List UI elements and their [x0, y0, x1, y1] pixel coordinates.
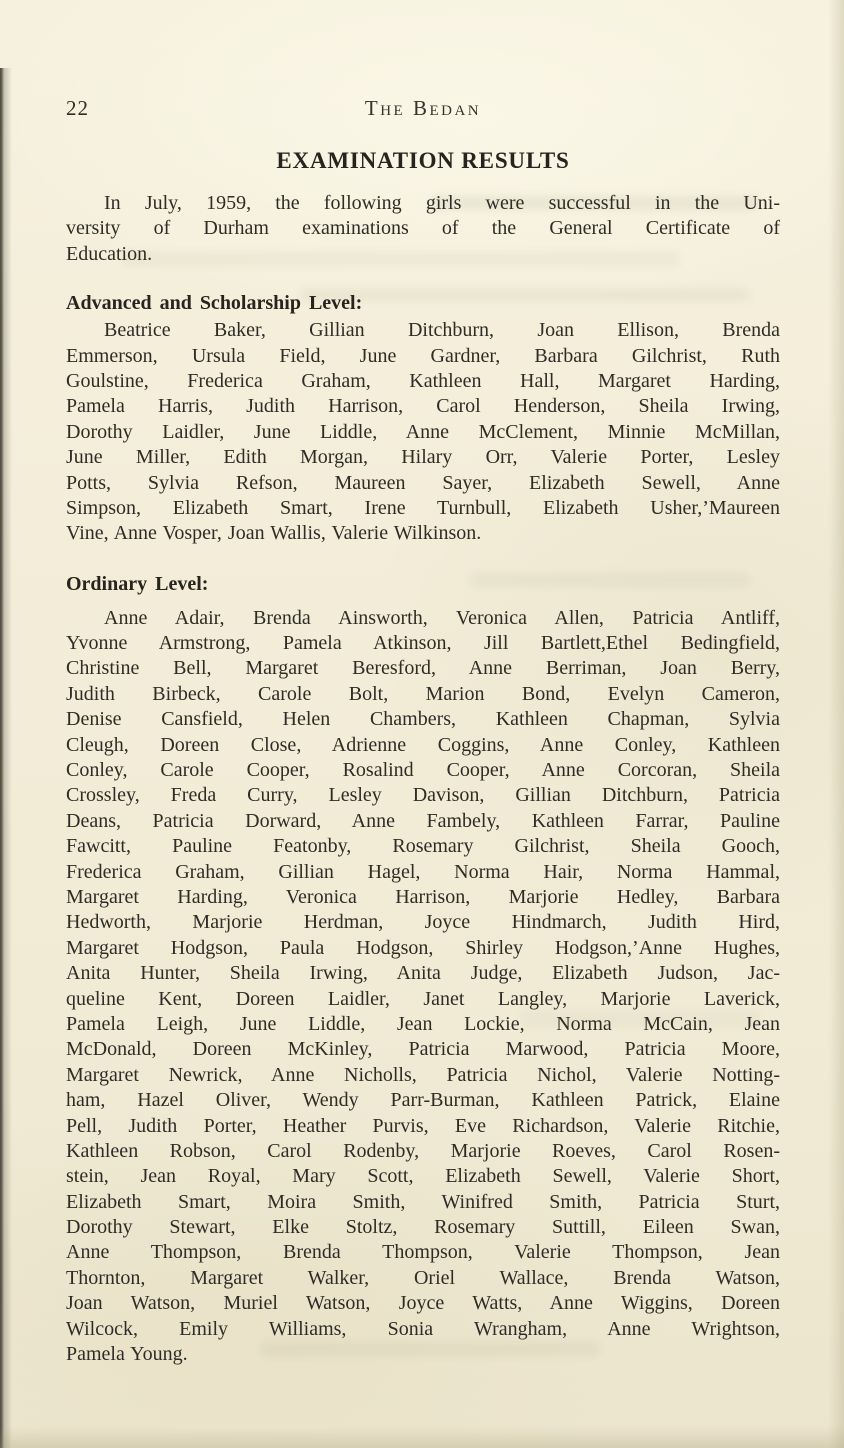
- text-line: Dorothy Stewart, Elke Stoltz, Rosemary Suttill, Eileen Swan,: [66, 1216, 780, 1239]
- journal-title: The Bedan: [364, 96, 482, 120]
- text-block: [66, 0, 780, 1367]
- text-line: Anne Adair, Brenda Ainsworth, Veronica Allen, Patricia Antliff,: [104, 606, 780, 629]
- text-line: Kathleen Robson, Carol Rodenby, Marjorie Roeves, Carol Rosen-: [66, 1139, 780, 1162]
- text-line: Anita Hunter, Sheila Irwing, Anita Judge, Elizabeth Judson, Jac-: [66, 962, 780, 985]
- text-line: Vine, Anne Vosper, Joan Wallis, Valerie Wilkinson.: [66, 522, 482, 545]
- section-heading-ordinary: Ordinary Level:: [66, 572, 209, 595]
- text-line: Wilcock, Emily Williams, Sonia Wrangham, Anne Wrightson,: [66, 1317, 780, 1340]
- text-line: Beatrice Baker, Gillian Ditchburn, Joan Ellison, Brenda: [104, 319, 780, 342]
- section-heading-advanced: Advanced and Scholarship Level:: [66, 292, 363, 315]
- text-line: Margaret Harding, Veronica Harrison, Marjorie Hedley, Barbara: [66, 885, 780, 908]
- text-line: June Miller, Edith Morgan, Hilary Orr, Valerie Porter, Lesley: [66, 446, 780, 469]
- text-line: Crossley, Freda Curry, Lesley Davison, Gillian Ditchburn, Patricia: [66, 784, 780, 807]
- scan-edge-shadow-right: [828, 0, 844, 1448]
- page-number: 22: [66, 96, 89, 120]
- article-title: EXAMINATION RESULTS: [276, 148, 570, 173]
- text-line: Goulstine, Frederica Graham, Kathleen Hall, Margaret Harding,: [66, 369, 780, 392]
- text-line: Joan Watson, Muriel Watson, Joyce Watts, Anne Wiggins, Doreen: [66, 1292, 780, 1315]
- text-line: Margaret Newrick, Anne Nicholls, Patricia Nichol, Valerie Notting-: [66, 1063, 780, 1086]
- text-line: Denise Cansfield, Helen Chambers, Kathleen Chapman, Sylvia: [66, 708, 780, 731]
- text-line: Dorothy Laidler, June Liddle, Anne McClement, Minnie McMillan,: [66, 420, 780, 443]
- scan-edge-shadow-left: [0, 68, 12, 1448]
- text-line: McDonald, Doreen McKinley, Patricia Marwood, Patricia Moore,: [66, 1038, 780, 1061]
- ordinary-names-paragraph: [66, 606, 780, 1368]
- text-line: Emmerson, Ursula Field, June Gardner, Barbara Gilchrist, Ruth: [66, 344, 780, 367]
- text-line: Pamela Harris, Judith Harrison, Carol Henderson, Sheila Irwing,: [66, 395, 780, 418]
- text-line: Simpson, Elizabeth Smart, Irene Turnbull, Elizabeth Usher,’Maureen: [66, 496, 780, 519]
- text-line: Margaret Hodgson, Paula Hodgson, Shirley Hodgson,’Anne Hughes,: [66, 936, 780, 959]
- text-line: queline Kent, Doreen Laidler, Janet Langley, Marjorie Laverick,: [66, 987, 780, 1010]
- text-line: stein, Jean Royal, Mary Scott, Elizabeth Sewell, Valerie Short,: [66, 1165, 780, 1188]
- scan-edge-shadow-bottom: [0, 1426, 844, 1448]
- page-header: [66, 96, 780, 122]
- text-line: Potts, Sylvia Refson, Maureen Sayer, Elizabeth Sewell, Anne: [66, 471, 780, 494]
- text-line: Hedworth, Marjorie Herdman, Joyce Hindmarch, Judith Hird,: [66, 911, 780, 934]
- text-line: Education.: [66, 242, 153, 265]
- text-line: Yvonne Armstrong, Pamela Atkinson, Jill Bartlett,Ethel Bedingfield,: [66, 632, 780, 655]
- text-line: Anne Thompson, Brenda Thompson, Valerie Thompson, Jean: [66, 1241, 780, 1264]
- text-line: Frederica Graham, Gillian Hagel, Norma Hair, Norma Hammal,: [66, 860, 780, 883]
- text-line: In July, 1959, the following girls were successful in the Uni-: [104, 192, 780, 214]
- text-line: Judith Birbeck, Carole Bolt, Marion Bond, Evelyn Cameron,: [66, 682, 780, 705]
- text-line: Cleugh, Doreen Close, Adrienne Coggins, Anne Conley, Kathleen: [66, 733, 780, 756]
- advanced-names-paragraph: [66, 318, 780, 547]
- text-line: Deans, Patricia Dorward, Anne Fambely, Kathleen Farrar, Pauline: [66, 809, 780, 832]
- text-line: Pamela Young.: [66, 1343, 188, 1366]
- intro-paragraph: [66, 191, 780, 267]
- text-line: Conley, Carole Cooper, Rosalind Cooper, Anne Corcoran, Sheila: [66, 759, 780, 782]
- text-line: ham, Hazel Oliver, Wendy Parr-Burman, Kathleen Patrick, Elaine: [66, 1089, 780, 1112]
- text-line: Thornton, Margaret Walker, Oriel Wallace, Brenda Watson,: [66, 1266, 780, 1289]
- text-line: Elizabeth Smart, Moira Smith, Winifred Smith, Patricia Sturt,: [66, 1190, 780, 1213]
- text-line: Fawcitt, Pauline Featonby, Rosemary Gilchrist, Sheila Gooch,: [66, 835, 780, 858]
- text-line: Pell, Judith Porter, Heather Purvis, Eve Richardson, Valerie Ritchie,: [66, 1114, 780, 1137]
- text-line: Pamela Leigh, June Liddle, Jean Lockie, Norma McCain, Jean: [66, 1012, 780, 1035]
- text-line: Christine Bell, Margaret Beresford, Anne Berriman, Joan Berry,: [66, 657, 780, 680]
- text-line: versity of Durham examinations of the General Certificate of: [66, 217, 780, 240]
